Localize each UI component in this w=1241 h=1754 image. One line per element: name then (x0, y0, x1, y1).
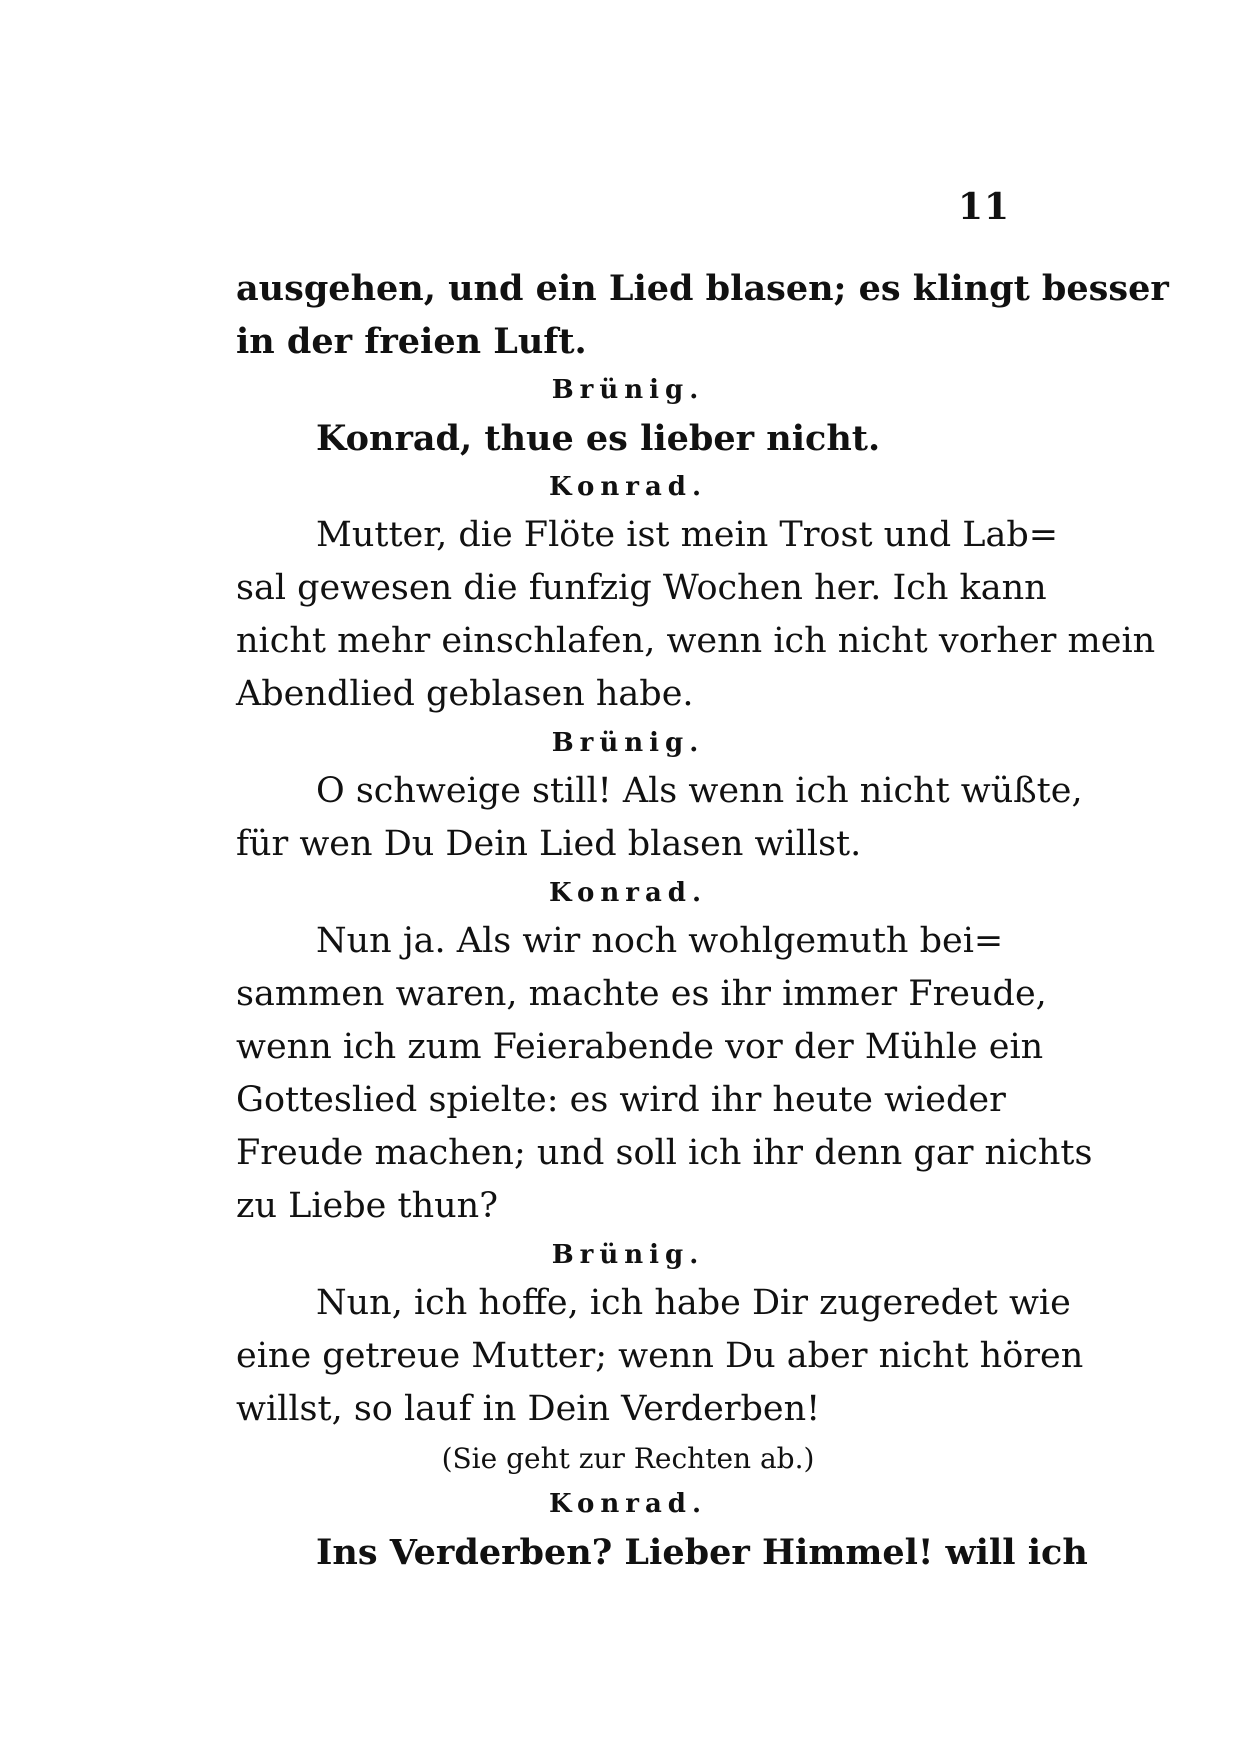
text-line: Nun, ich hoffe, ich habe Dir zugeredet wie (316, 1283, 1071, 1323)
text-line: willst, so lauf in Dein Verderben! (236, 1389, 821, 1429)
text-line: wenn ich zum Feierabende vor der Mühle ein (236, 1027, 1044, 1067)
stage-direction: (Sie geht zur Rechten ab.) (441, 1442, 815, 1475)
speaker-name: Brünig. (551, 1240, 705, 1270)
text-line: O schweige still! Als wenn ich nicht wüßte, (316, 771, 1083, 811)
speaker-name: Konrad. (548, 472, 708, 502)
text-line: eine getreue Mutter; wenn Du aber nicht hören (236, 1336, 1084, 1376)
speaker-name: Konrad. (548, 878, 708, 908)
text-line: Mutter, die Flöte ist mein Trost und Lab= (316, 515, 1059, 555)
lines-container (236, 262, 1169, 1579)
text-line: Konrad, thue es lieber nicht. (316, 418, 881, 459)
text-line: für wen Du Dein Lied blasen willst. (236, 824, 862, 864)
text-line: ausgehen, und ein Lied blasen; es klingt besser (236, 268, 1169, 309)
text-line: Ins Verderben? Lieber Himmel! will ich (316, 1532, 1088, 1573)
text-line: sammen waren, machte es ihr immer Freude, (236, 974, 1047, 1014)
text-block (236, 262, 1169, 1579)
page-number: 11 (958, 186, 1011, 228)
speaker-name: Brünig. (551, 728, 705, 758)
text-line: nicht mehr einschlafen, wenn ich nicht vorher mein (236, 621, 1156, 661)
text-line: Gotteslied spielte: es wird ihr heute wieder (236, 1080, 1006, 1120)
speaker-name: Brünig. (551, 375, 705, 405)
text-line: Freude machen; und soll ich ihr denn gar nichts (236, 1133, 1093, 1173)
text-line: Nun ja. Als wir noch wohlgemuth bei= (316, 921, 1004, 961)
text-line: sal gewesen die funfzig Wochen her. Ich kann (236, 568, 1047, 608)
speaker-name: Konrad. (548, 1489, 708, 1519)
text-line: in der freien Luft. (236, 321, 587, 362)
text-line: zu Liebe thun? (236, 1186, 498, 1226)
text-line: Abendlied geblasen habe. (236, 674, 694, 714)
